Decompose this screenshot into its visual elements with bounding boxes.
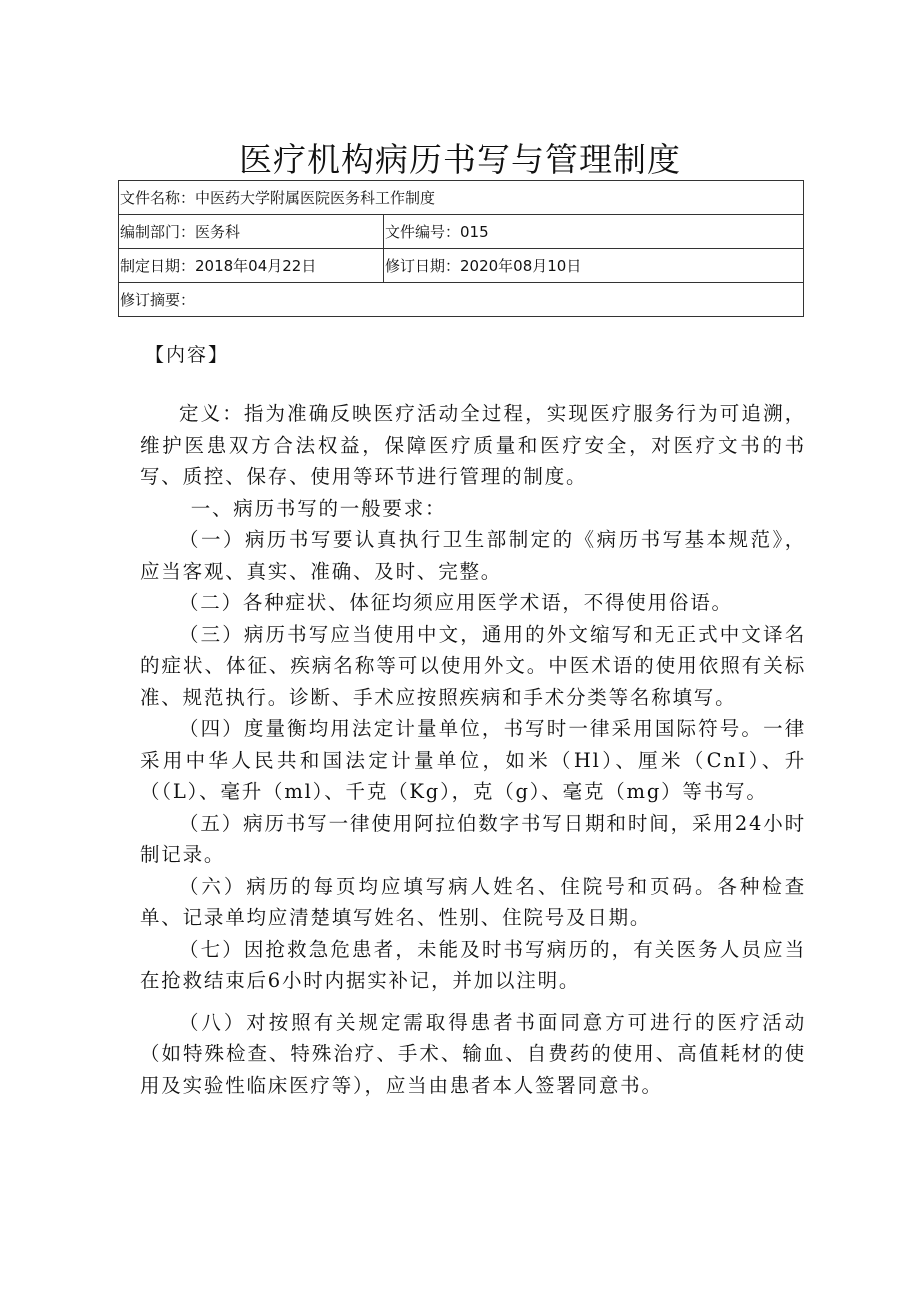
- section-heading: 一、病历书写的一般要求：: [190, 496, 447, 520]
- file-name-cell: 文件名称：中医药大学附属医院医务科工作制度: [119, 181, 804, 215]
- file-number-cell: 文件编号：015: [384, 215, 804, 249]
- rule-paragraph: （二）各种症状、体征均须应用医学术语，不得使用俗语。: [179, 591, 733, 614]
- info-row-dates: [119, 249, 804, 283]
- document-info-table: [118, 180, 804, 317]
- rule-paragraph: （四）度量衡均用法定计量单位，书写时一律采用国际符号。一律采用中华人民共和国法定计量单位，如米（Hl）、厘米（CnI）、升（（L）、毫升（ml）、千克（Kg），克（g）、毫克（mg）等书写。: [140, 717, 806, 803]
- info-row-file-name: [119, 181, 804, 215]
- page-title: 医疗机构病历书写与管理制度: [239, 140, 681, 180]
- revised-date-cell: 修订日期：2020年08月10日: [384, 249, 804, 283]
- rule-paragraph: （五）病历书写一律使用阿拉伯数字书写日期和时间，采用24小时制记录。: [140, 811, 806, 866]
- revision-summary-cell: 修订摘要：: [119, 283, 804, 317]
- rule-paragraph: （一）病历书写要认真执行卫生部制定的《病历书写基本规范》，应当客观、真实、准确、及时、完整。: [140, 528, 806, 583]
- info-row-revision: [119, 283, 804, 317]
- rule-paragraph: （六）病历的每页均应填写病人姓名、住院号和页码。各种检查单、记录单均应清楚填写姓名、性别、住院号及日期。: [140, 874, 806, 929]
- rule-paragraph: （七）因抢救急危患者，未能及时书写病历的，有关医务人员应当在抢救结束后6小时内据实补记，并加以注明。: [140, 937, 806, 992]
- created-date-cell: 制定日期：2018年04月22日: [119, 249, 384, 283]
- department-cell: 编制部门：医务科: [119, 215, 384, 249]
- info-row-department: [119, 215, 804, 249]
- rule-paragraph: （八）对按照有关规定需取得患者书面同意方可进行的医疗活动（如特殊检查、特殊治疗、手术、输血、自费药的使用、高值耗材的使用及实验性临床医疗等），应当由患者本人签署同意书。: [140, 1010, 806, 1097]
- definition-paragraph: 定义：指为准确反映医疗活动全过程，实现医疗服务行为可追溯，维护医患双方合法权益，保障医疗质量和医疗安全，对医疗文书的书写、质控、保存、使用等环节进行管理的制度。: [140, 402, 806, 488]
- document-body: [140, 398, 806, 1101]
- content-heading: 【内容】: [145, 344, 230, 366]
- rule-paragraph: （三）病历书写应当使用中文，通用的外文缩写和无正式中文译名的症状、体征、疾病名称等可以使用外文。中医术语的使用依照有关标准、规范执行。诊断、手术应按照疾病和手术分类等名称填写。: [140, 622, 806, 709]
